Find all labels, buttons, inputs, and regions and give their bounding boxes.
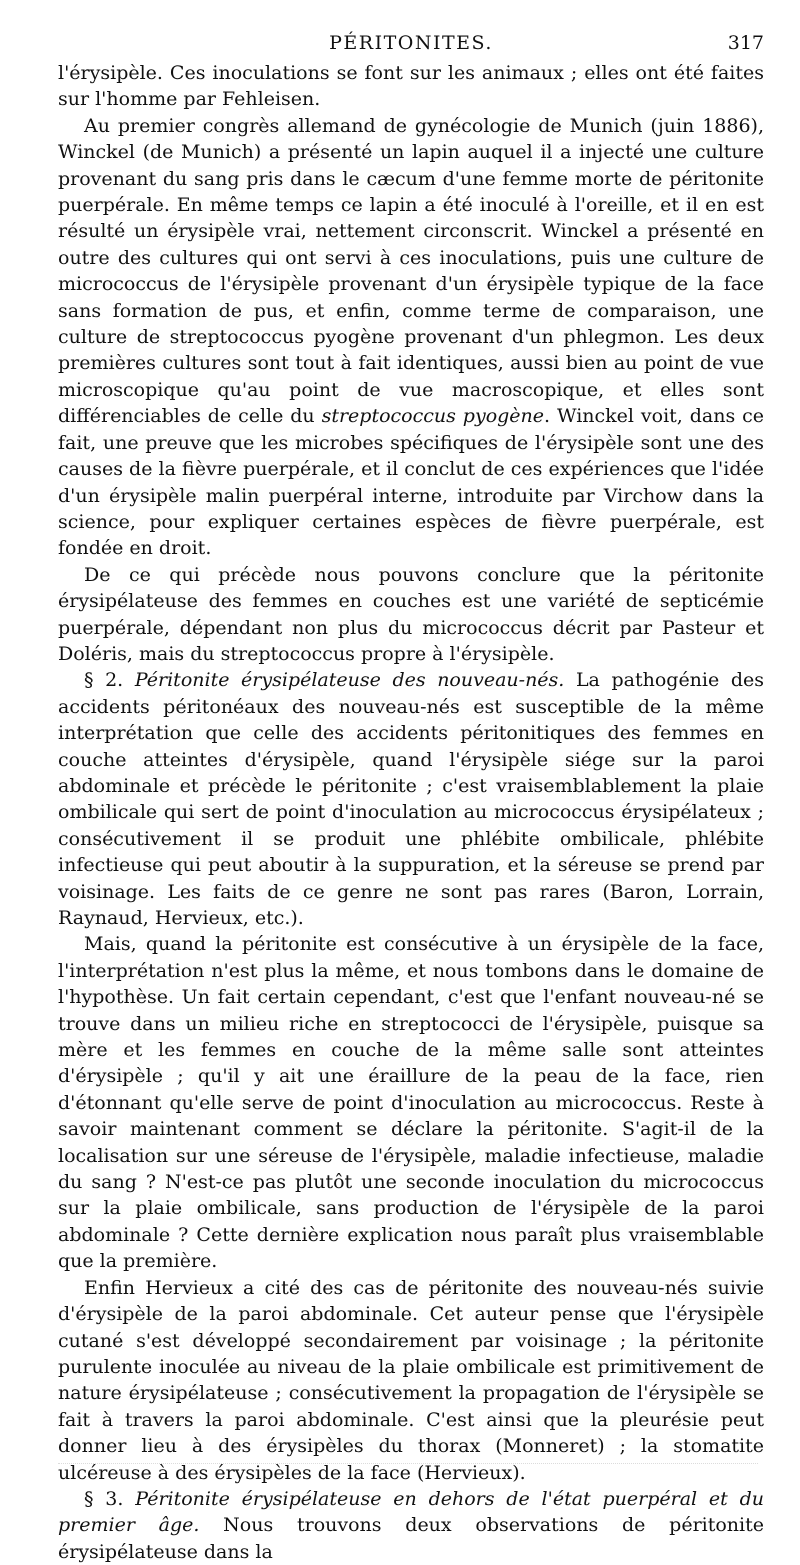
section-mark: § 3.: [84, 1487, 124, 1510]
section-heading: Péritonite érysipélateuse en dehors de l'état puerpéral et du premier âge.: [58, 1487, 764, 1537]
paragraph-3: [58, 562, 764, 668]
paragraph-5: [58, 931, 764, 1274]
paragraph-text: De ce qui précède nous pouvons conclure que la péritonite érysipélateuse des femmes en couches est une variété de septicémie puerpérale, dépendant non plus du micrococcus décrit par Pasteur et Doléris, mais du streptococcus propre à l'érysipèle.: [58, 563, 764, 665]
page-number: 317: [727, 32, 764, 54]
running-header: [58, 30, 764, 60]
paragraph-text-before: Au premier congrès allemand de gynécologie de Munich (juin 1886), Winckel (de Munich) a présenté un lapin auquel il a injecté une culture provenant du sang pris dans le cæcum d'une femme morte de péritonite puerpérale. En même temps ce lapin a été inoculé à l'oreille, et il en est résulté un érysipèle vrai, nettement circonscrit. Winckel a présenté en outre des cultures qui ont servi à ces inoculations, puis une culture de micrococcus de l'érysipèle provenant d'un érysipèle typique de la face sans formation de pus, et enfin, comme terme de comparaison, une culture de streptococcus pyogène provenant d'un phlegmon. Les deux premières cultures sont tout à fait identiques, aussi bien au point de vue microscopique qu'au point de vue macroscopique, et elles sont différenciables de celle du: [58, 114, 764, 428]
species-name: streptococcus pyogène: [321, 405, 545, 428]
body-text: [58, 60, 764, 1565]
paragraph-text-after: La pathogénie des accidents péritonéaux des nouveau-nés est susceptible de la même interprétation que celle des accidents péritonitiques des femmes en couche atteintes d'érysipèle, quand l'érysipèle siége sur la paroi abdominale et précède le péritonite ; c'est vraisemblablement la plaie ombilicale qui sert de point d'inoculation au micrococcus érysipélateux ; consécutivement il se produit une phlébite ombilicale, phlébite infectieuse qui peut aboutir à la suppuration, et la séreuse se prend par voisinage. Les faits de ce genre ne sont pas rares (Baron, Lorrain, Raynaud, Hervieux, etc.).: [58, 669, 764, 929]
paragraph-text: Mais, quand la péritonite est consécutive à un érysipèle de la face, l'interprétation n'est plus la même, et nous tombons dans le domaine de l'hypothèse. Un fait certain cependant, c'est que l'enfant nouveau-né se trouve dans un milieu riche en streptococci de l'érysipèle, puisque sa mère et les femmes en couche de la même salle sont atteintes d'érysipèle ; qu'il y ait une éraillure de la peau de la face, rien d'étonnant qu'elle serve de point d'inoculation au micrococcus. Reste à savoir maintenant comment se déclare la péritonite. S'agit-il de la localisation sur une séreuse de l'érysipèle, maladie infectieuse, maladie du sang ? N'est-ce pas plutôt une seconde inoculation du micrococcus sur la plaie ombilicale, sans production de l'érysipèle de la paroi abdominale ? Cette dernière explication nous paraît plus vraisemblable que la première.: [58, 933, 764, 1273]
paragraph-6: [58, 1275, 764, 1486]
document-page: [58, 30, 764, 1565]
running-title: PÉRITONITES.: [329, 32, 493, 54]
paragraph-2: [58, 113, 764, 562]
paragraph-1: [58, 60, 764, 113]
paragraph-4: [58, 667, 764, 931]
section-mark: § 2.: [84, 669, 124, 692]
paragraph-text: l'érysipèle. Ces inoculations se font sur les animaux ; elles ont été faites sur l'homme par Fehleisen.: [58, 62, 764, 111]
paragraph-text: Enfin Hervieux a cité des cas de péritonite des nouveau-nés suivie d'érysipèle de la paroi abdominale. Cet auteur pense que l'érysipèle cutané s'est développé secondairement par voisinage ; la péritonite purulente inoculée au niveau de la plaie ombilicale est primitivement de nature érysipélateuse ; consécutivement la propagation de l'érysipèle se fait à travers la paroi abdominale. C'est ainsi que la pleurésie peut donner lieu à des érysipèles du thorax (Monneret) ; la stomatite ulcéreuse à des érysipèles de la face (Hervieux).: [58, 1276, 764, 1484]
paragraph-text-after: . Winckel voit, dans ce fait, une preuve que les microbes spécifiques de l'érysipèle sont une des causes de la fièvre puerpérale, et il conclut de ces expériences que l'idée d'un érysipèle malin puerpéral interne, introduite par Virchow dans la science, pour expliquer certaines espèces de fièvre puerpérale, est fondée en droit.: [58, 405, 765, 560]
bleed-through-trace: [58, 1463, 758, 1468]
section-heading: Péritonite érysipélateuse des nouveau-nés.: [134, 669, 565, 692]
paragraph-text-after: Nous trouvons deux observations de péritonite érysipélateuse dans la: [58, 1514, 764, 1563]
paragraph-7: [58, 1486, 764, 1565]
